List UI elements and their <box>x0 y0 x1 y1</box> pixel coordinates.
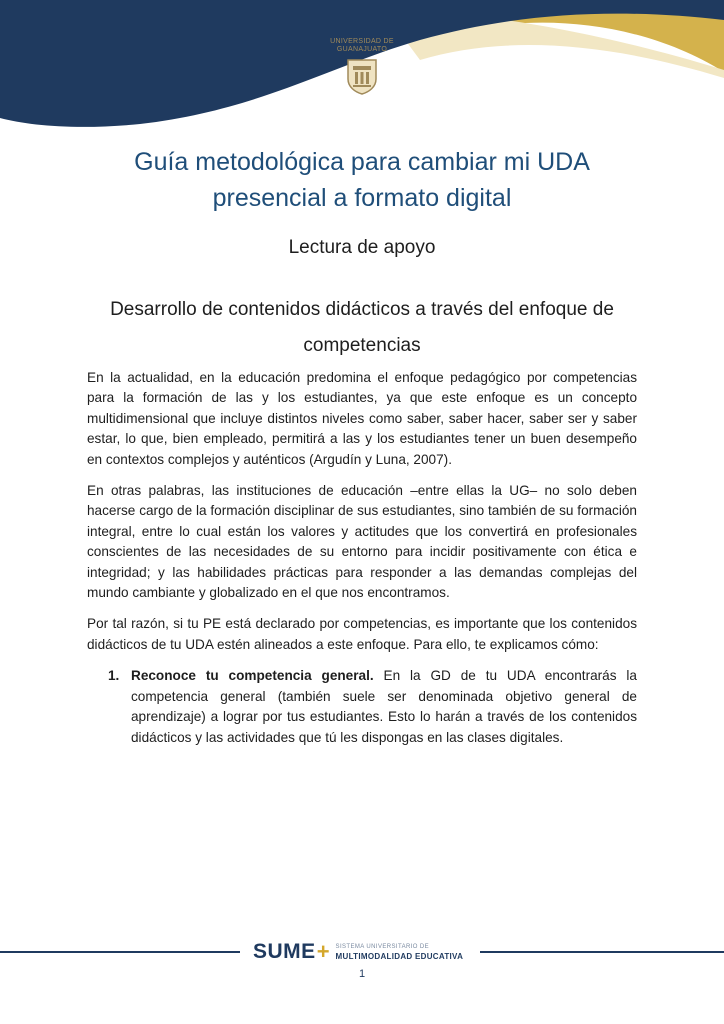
footer-divider-left <box>0 951 240 953</box>
page-number: 1 <box>358 968 366 980</box>
university-name-line1: UNIVERSIDAD DE <box>330 38 394 45</box>
list-item-number: 1. <box>108 668 120 684</box>
steps-list <box>87 666 637 748</box>
section-heading-line2: competencias <box>303 335 421 356</box>
document-subtitle: Lectura de apoyo <box>288 237 436 258</box>
sume-logo <box>253 940 463 964</box>
paragraph-2: En otras palabras, las instituciones de educación –entre ellas la UG– no solo deben hacerse cargo de la formación disciplinar de sus estudiantes, sino también de su formación integral, entre lo cual están los valores y actitudes que los convertirá en profesionales conscientes de las necesidades de su entorno para incidir positivamente con ética e integridad; y las habilidades prácticas para responder a las demandas complejas del mundo cambiante y globalizado en el que nos encontramos. <box>87 483 637 601</box>
section-heading-line1: Desarrollo de contenidos didácticos a través del enfoque de <box>110 299 614 320</box>
sume-subtitle-line2: MULTIMODALIDAD EDUCATIVA <box>335 952 464 961</box>
document-title <box>60 144 664 216</box>
list-item-text: En la GD de tu UDA encontrarás la competencia general (también suele ser denominada objetivo general de aprendizaje) a lograr por tus estudiantes. Esto lo harán a través de los contenidos didácticos y las actividades que tú les dispongas en las clases digitales. <box>131 668 637 745</box>
list-item <box>87 666 637 748</box>
university-name-line2: GUANAJUATO <box>336 46 388 53</box>
university-logo <box>322 38 402 95</box>
document-title-line2: presencial a formato digital <box>212 184 512 212</box>
footer-divider-right <box>480 951 724 953</box>
university-crest-icon <box>345 57 379 95</box>
section-heading <box>70 292 654 364</box>
paragraph-3: Por tal razón, si tu PE está declarado por competencias, es importante que los contenidos didácticos de tu UDA estén alineados a este enfoque. Para ello, te explicamos cómo: <box>87 616 637 652</box>
sume-subtitle-line1: SISTEMA UNIVERSITARIO DE <box>335 944 430 950</box>
document-title-line1: Guía metodológica para cambiar mi UDA <box>134 148 590 176</box>
sume-brand: SUME <box>253 940 316 963</box>
paragraph-1: En la actualidad, en la educación predomina el enfoque pedagógico por competencias para la formación de las y los estudiantes, ya que este enfoque es un concepto multidimensional que incluye distintos niveles como saber, saber hacer, saber ser y saber estar, lo que, bien empleado, permitirá a las y los estudiantes tener un buen desempeño en contextos complejos y auténticos (Argudín y Luna, 2007). <box>87 370 637 467</box>
list-item-heading: Reconoce tu competencia general. <box>131 668 374 684</box>
plus-icon: + <box>316 939 330 964</box>
document-body <box>87 368 637 748</box>
